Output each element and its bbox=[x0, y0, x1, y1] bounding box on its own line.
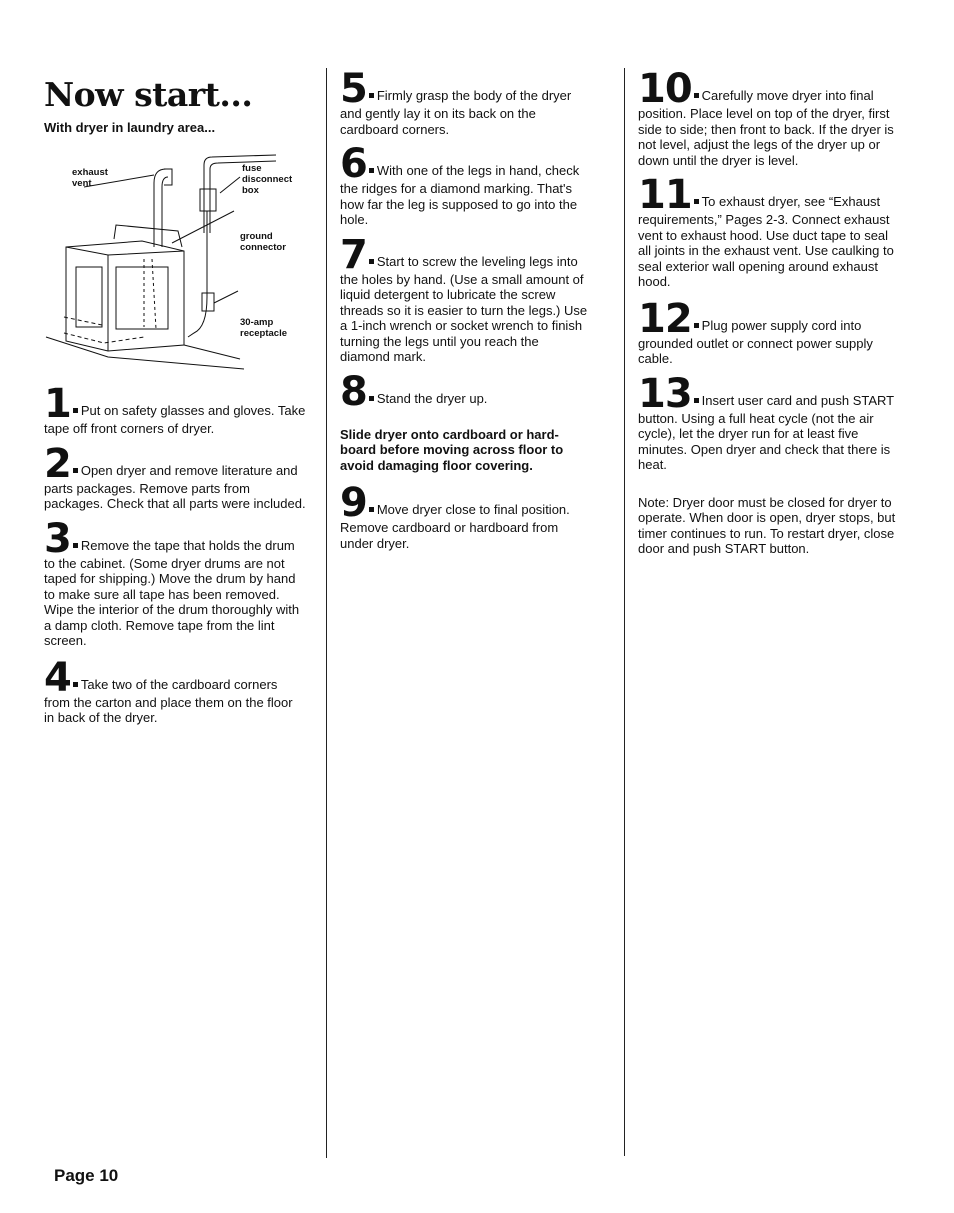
step-text: Move dryer close to final position. Remove cardboard or hardboard from under dryer. bbox=[340, 502, 570, 551]
bullet-icon bbox=[694, 323, 699, 328]
page-title: Now start... bbox=[44, 75, 253, 114]
bullet-icon bbox=[369, 259, 374, 264]
column-divider-2 bbox=[624, 68, 625, 1156]
step-text: Put on safety glasses and gloves. Take tape off front corners of dryer. bbox=[44, 403, 306, 436]
bullet-icon bbox=[369, 168, 374, 173]
step-number: 8 bbox=[340, 368, 367, 415]
step-5 bbox=[340, 66, 590, 137]
bullet-icon bbox=[694, 93, 699, 98]
ground-connector-label bbox=[240, 231, 286, 253]
step-text: Carefully move dryer into final position. Place level on top of the dryer, first side to side; then front to back. If the dryer is not level, adjust the legs of the dryer up or down until the dryer is level. bbox=[638, 88, 894, 168]
step-number: 7 bbox=[340, 231, 367, 278]
receptacle-label-line-1: 30-amp bbox=[240, 317, 274, 328]
column-1 bbox=[44, 72, 306, 726]
bullet-icon bbox=[369, 507, 374, 512]
bullet-icon bbox=[369, 396, 374, 401]
column-2 bbox=[340, 66, 590, 551]
step-9 bbox=[340, 480, 590, 551]
ground-label-line-2: connector bbox=[240, 242, 286, 253]
step-text: Plug power supply cord into grounded outlet or connect power supply cable. bbox=[638, 317, 873, 366]
step-text: Take two of the cardboard corners from the carton and place them on the floor in back of the dryer. bbox=[44, 676, 293, 725]
fuse-label-line-2: disconnect bbox=[242, 174, 293, 185]
step-number: 10 bbox=[638, 66, 692, 112]
step-2 bbox=[44, 440, 306, 512]
page-subtitle: With dryer in laundry area... bbox=[44, 120, 216, 135]
floor-covering-warning: Slide dryer onto cardboard or hard-board before moving across floor to avoid damaging floor covering. bbox=[340, 426, 564, 473]
step-3 bbox=[44, 515, 306, 649]
receptacle-label bbox=[240, 317, 287, 339]
step-text: To exhaust dryer, see “Exhaust requirements,” Pages 2-3. Connect exhaust vent to exhaust hood. Use duct tape to seal all joints in the exhaust vent. Use caulking to seal exterior wall opening around exhaust hood. bbox=[638, 194, 894, 289]
bullet-icon bbox=[369, 93, 374, 98]
bullet-icon bbox=[694, 199, 699, 204]
step-number: 5 bbox=[340, 66, 367, 112]
step-text: With one of the legs in hand, check the ridges for a diamond marking. That's how far the leg is supposed to go into the hole. bbox=[340, 163, 580, 227]
step-7 bbox=[340, 231, 590, 365]
step-12 bbox=[638, 295, 896, 367]
step-6 bbox=[340, 141, 590, 228]
step-number: 9 bbox=[340, 480, 367, 526]
step-number: 6 bbox=[340, 141, 367, 187]
step-4 bbox=[44, 654, 306, 726]
step-text: Remove the tape that holds the drum to the cabinet. (Some dryer drums are not taped for shipping.) Move the drum by hand to make sure all tape has been removed. Wipe the interior of the drum thoroughly with a damp cloth. Remove tape from the lint screen. bbox=[44, 537, 300, 648]
page-number: Page 10 bbox=[54, 1166, 119, 1185]
fuse-disconnect-box-label bbox=[242, 163, 292, 196]
receptacle-label-line-2: receptacle bbox=[240, 328, 288, 339]
ground-label-line-1: ground bbox=[240, 231, 273, 242]
step-number: 4 bbox=[44, 654, 71, 701]
step-text: Insert user card and push START button. Using a full heat cycle (not the air cycle), let the dryer run for at least five minutes. Open dryer and check that there is heat. bbox=[638, 392, 894, 472]
exhaust-vent-label-line-1: exhaust bbox=[72, 167, 108, 178]
fuse-label-line-1: fuse bbox=[242, 163, 262, 174]
step-number: 1 bbox=[44, 381, 71, 427]
step-10 bbox=[638, 66, 896, 168]
door-note: Note: Dryer door must be closed for dryer to operate. When door is open, dryer stops, but timer continues to run. To restart dryer, close door and push START button. bbox=[638, 494, 896, 556]
bullet-icon bbox=[73, 543, 78, 548]
step-text: Open dryer and remove literature and parts packages. Remove parts from packages. Check that all parts were included. bbox=[44, 462, 306, 511]
bullet-icon bbox=[694, 398, 699, 403]
step-number: 11 bbox=[638, 172, 692, 218]
bullet-icon bbox=[73, 682, 78, 687]
step-number: 13 bbox=[638, 370, 692, 417]
exhaust-vent-label bbox=[72, 167, 108, 189]
step-13 bbox=[638, 370, 896, 473]
column-3 bbox=[638, 66, 896, 570]
step-text: Firmly grasp the body of the dryer and gently lay it on its back on the cardboard corners. bbox=[340, 88, 572, 137]
exhaust-vent-label-line-2: vent bbox=[72, 178, 92, 189]
step-number: 3 bbox=[44, 515, 71, 562]
step-text: Start to screw the leveling legs into the holes by hand. (Use a small amount of liquid detergent to lubricate the screw threads so it is easier to turn the legs.) Use a 1-inch wrench or socket wrench to finish turning the legs until you reach the diamond mark. bbox=[340, 253, 588, 364]
step-number: 2 bbox=[44, 440, 71, 487]
step-text: Stand the dryer up. bbox=[376, 390, 488, 406]
dryer-installation-diagram bbox=[44, 147, 306, 379]
step-11 bbox=[638, 172, 896, 290]
step-8 bbox=[340, 368, 590, 415]
step-1 bbox=[44, 381, 306, 437]
fuse-label-line-3: box bbox=[242, 185, 259, 196]
column-divider-1 bbox=[326, 68, 327, 1158]
bullet-icon bbox=[73, 408, 78, 413]
bullet-icon bbox=[73, 468, 78, 473]
step-number: 12 bbox=[638, 295, 692, 342]
